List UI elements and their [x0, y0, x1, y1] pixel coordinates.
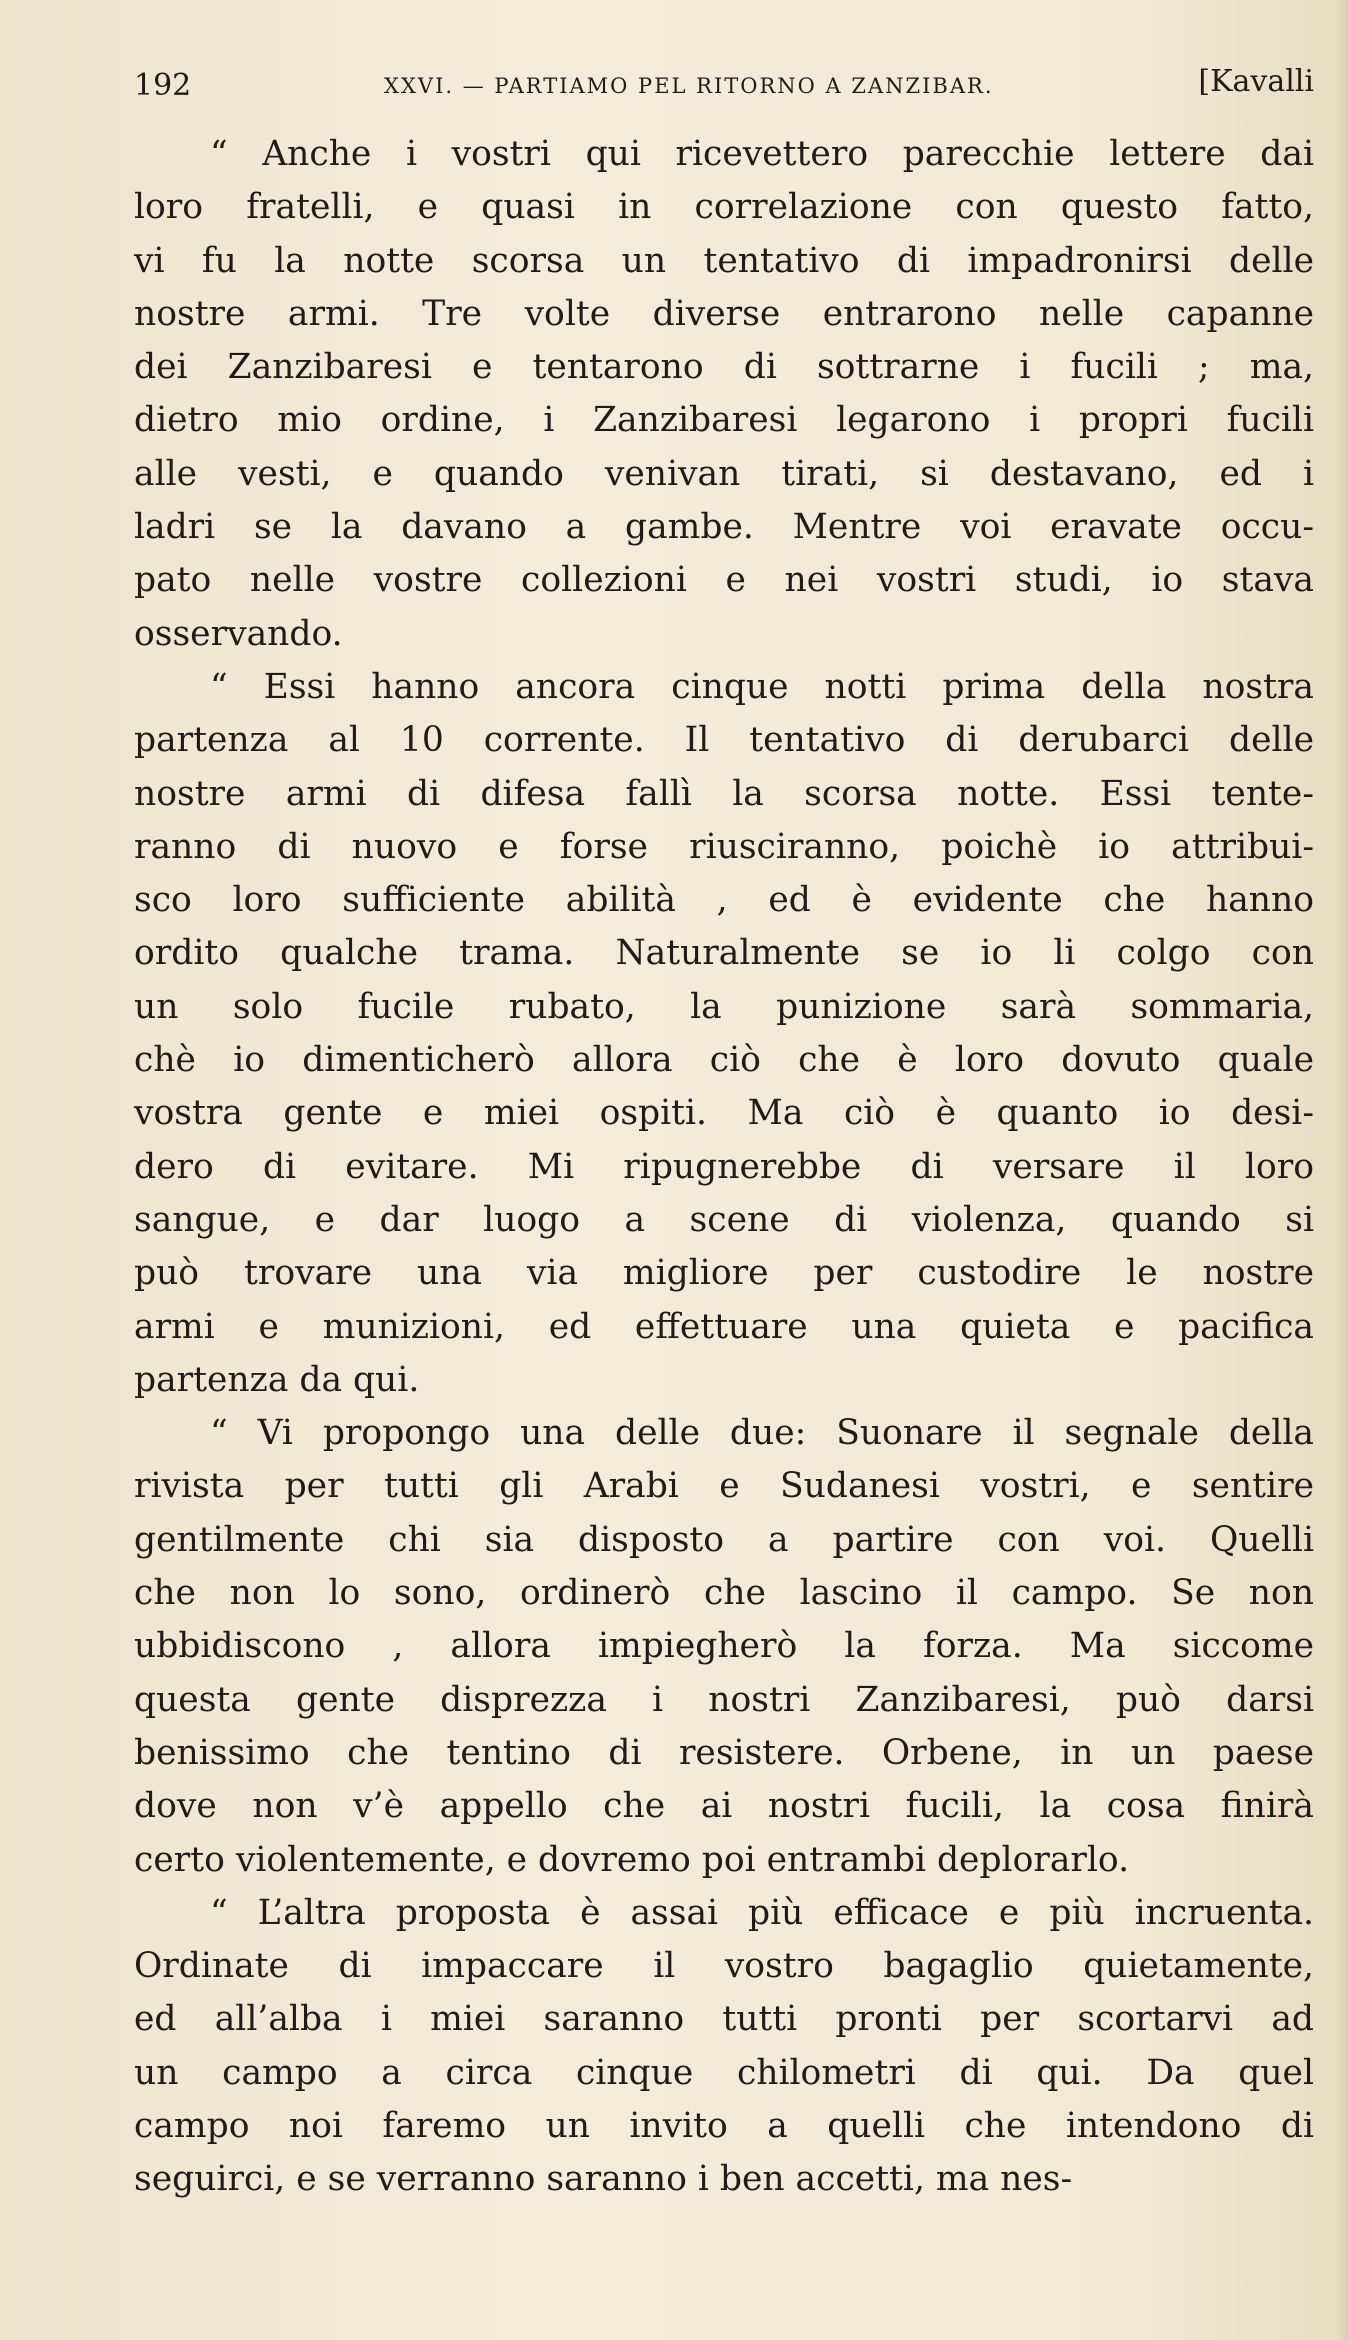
text-line: ubbidiscono , allora impiegherò la forza. Ma siccome — [134, 1626, 1314, 1667]
text-line: un campo a circa cinque chilometri di qui. Da quel — [134, 2052, 1314, 2093]
text-line: rivista per tutti gli Arabi e Sudanesi vostri, e sentire — [134, 1466, 1314, 1507]
text-line: alle vesti, e quando venivan tirati, si destavano, ed i — [134, 453, 1314, 494]
text-line: benissimo che tentino di resistere. Orbene, in un paese — [134, 1732, 1314, 1773]
text-line: dove non v’è appello che ai nostri fucili, la cosa finirà — [134, 1786, 1314, 1827]
text-line: osservando. — [134, 613, 343, 654]
text-line: nostre armi di difesa fallì la scorsa notte. Essi tente- — [134, 773, 1314, 814]
text-line: pato nelle vostre collezioni e nei vostri studi, io stava — [134, 560, 1314, 601]
text-line: vi fu la notte scorsa un tentativo di impadronirsi delle — [134, 240, 1314, 281]
text-line: un solo fucile rubato, la punizione sarà sommaria, — [134, 986, 1314, 1027]
text-line: chè io dimenticherò allora ciò che è loro dovuto quale — [134, 1040, 1314, 1081]
body-text — [134, 128, 1314, 2207]
page-number: 192 — [134, 68, 192, 103]
running-header — [134, 62, 1314, 108]
text-line: dei Zanzibaresi e tentarono di sottrarne i fucili ; ma, — [134, 347, 1314, 388]
text-line: loro fratelli, e quasi in correlazione con questo fatto, — [134, 187, 1314, 228]
text-line: questa gente disprezza i nostri Zanzibaresi, può darsi — [134, 1679, 1314, 1720]
text-line: “ L’altra proposta è assai più efficace e più incruenta. — [210, 1892, 1314, 1933]
text-line: vostra gente e miei ospiti. Ma ciò è quanto io desi- — [134, 1093, 1314, 1134]
text-line: dero di evitare. Mi ripugnerebbe di versare il loro — [134, 1146, 1314, 1187]
text-line: gentilmente chi sia disposto a partire con voi. Quelli — [134, 1519, 1314, 1560]
text-line: seguirci, e se verranno saranno i ben accetti, ma nes- — [134, 2159, 1073, 2200]
text-line: partenza al 10 corrente. Il tentativo di derubarci delle — [134, 720, 1314, 761]
text-line: armi e munizioni, ed effettuare una quieta e pacifica — [134, 1306, 1314, 1347]
text-line: ordito qualche trama. Naturalmente se io li colgo con — [134, 933, 1314, 974]
text-line: sangue, e dar luogo a scene di violenza, quando si — [134, 1199, 1314, 1240]
text-line: ed all’alba i miei saranno tutti pronti per scortarvi ad — [134, 1999, 1314, 2040]
text-line: campo noi faremo un invito a quelli che intendono di — [134, 2105, 1314, 2146]
page-edge — [1338, 0, 1348, 2340]
text-line: “ Vi propongo una delle due: Suonare il segnale della — [210, 1413, 1314, 1454]
running-author: [Kavalli — [1198, 64, 1314, 99]
text-line: certo violentemente, e dovremo poi entrambi deplorarlo. — [134, 1839, 1130, 1880]
text-line: dietro mio ordine, i Zanzibaresi legarono i propri fucili — [134, 400, 1314, 441]
text-line: Ordinate di impaccare il vostro bagaglio quietamente, — [134, 1946, 1314, 1987]
text-line: può trovare una via migliore per custodire le nostre — [134, 1253, 1314, 1294]
text-line: ladri se la davano a gambe. Mentre voi eravate occu- — [134, 507, 1314, 548]
text-line: partenza da qui. — [134, 1359, 420, 1400]
text-line: ranno di nuovo e forse riusciranno, poichè io attribui- — [134, 826, 1314, 867]
running-title: XXVI. — PARTIAMO PEL RITORNO A ZANZIBAR. — [384, 74, 994, 98]
text-line: che non lo sono, ordinerò che lascino il campo. Se non — [134, 1573, 1314, 1614]
text-line: sco loro sufficiente abilità , ed è evidente che hanno — [134, 880, 1314, 921]
text-line: “ Essi hanno ancora cinque notti prima della nostra — [210, 666, 1314, 707]
text-line: nostre armi. Tre volte diverse entrarono nelle capanne — [134, 293, 1314, 334]
text-line: “ Anche i vostri qui ricevettero parecchie lettere dai — [210, 134, 1314, 174]
